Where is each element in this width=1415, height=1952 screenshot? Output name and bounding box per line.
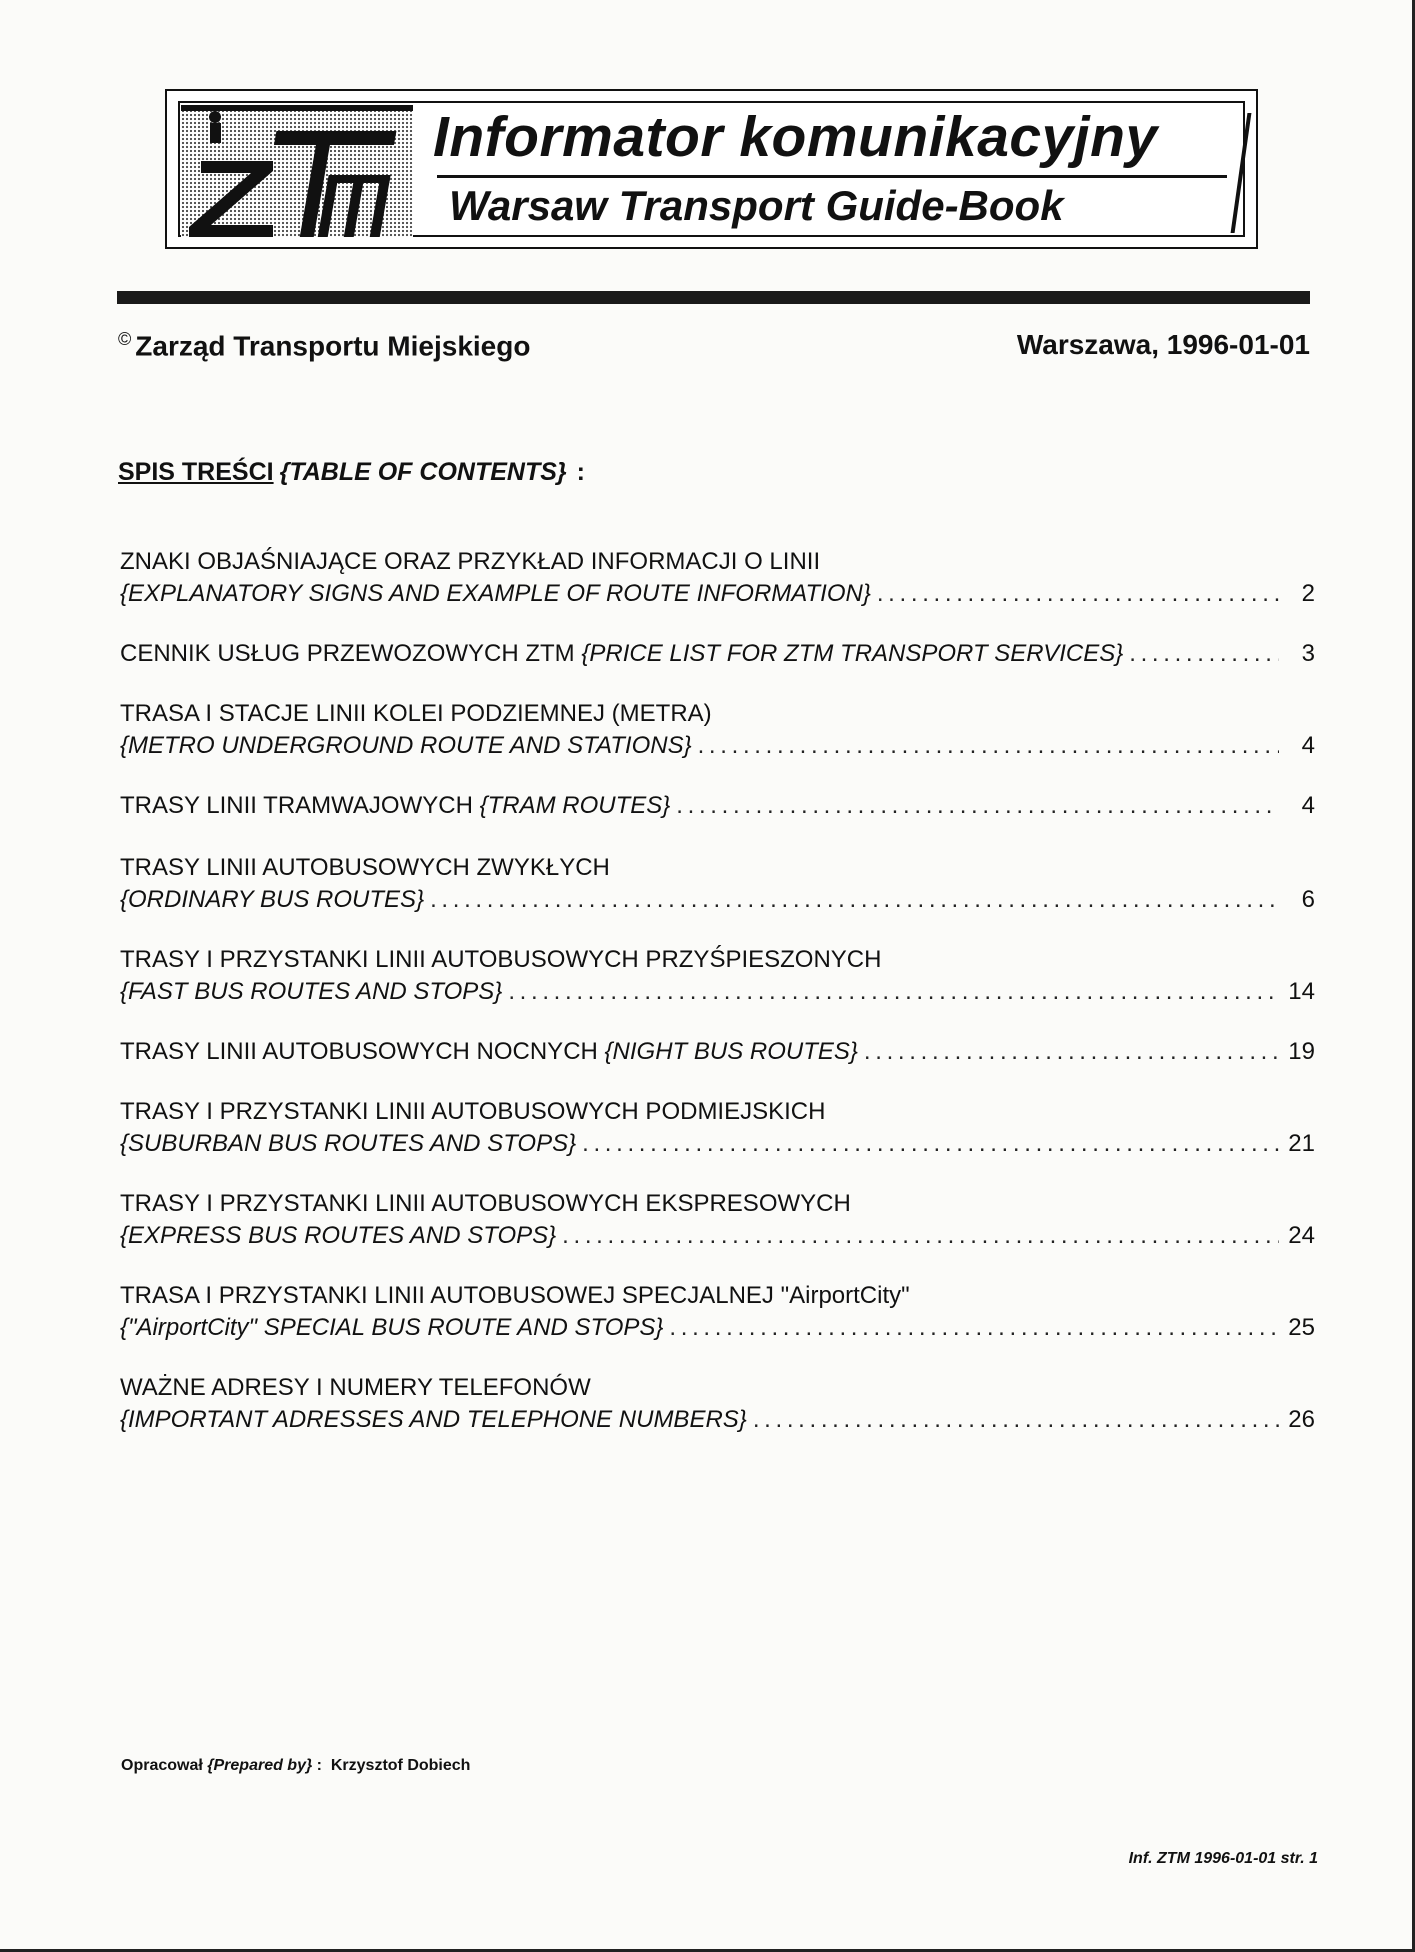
toc-leader-dots [753,1404,1279,1436]
title-divider [1231,113,1252,233]
toc-line [120,976,1315,1008]
toc-title-pl: TRASY LINII AUTOBUSOWYCH ZWYKŁYCH [120,854,610,881]
toc-line [120,944,1315,976]
place-date: Warszawa, 1996-01-01 [1016,329,1310,360]
toc-page-number: 26 [1288,1406,1315,1433]
toc-entry [120,1188,1315,1252]
toc-title-pl: TRASY I PRZYSTANKI LINII AUTOBUSOWYCH PRZYŚPIESZONYCH [120,946,882,973]
toc-line [120,638,1315,670]
toc-line [120,1128,1315,1160]
toc-title-en: {SUBURBAN BUS ROUTES AND STOPS} [120,1130,577,1157]
toc-text [120,976,502,1008]
prepared-colon: : [316,1757,322,1774]
toc-line [120,1372,1315,1404]
toc-title-en: {METRO UNDERGROUND ROUTE AND STATIONS} [120,732,692,759]
toc-page-number: 14 [1288,978,1315,1005]
toc-text [120,944,881,976]
toc-page-number: 3 [1301,640,1315,667]
toc-title-pl: ZNAKI OBJAŚNIAJĄCE ORAZ PRZYKŁAD INFORMACJI O LINII [120,548,821,575]
toc-page-number: 4 [1301,792,1315,819]
toc-line [120,698,1315,730]
toc-line [120,1096,1315,1128]
toc-page-number: 24 [1288,1222,1315,1249]
toc-line [120,1036,1315,1068]
toc-title-pl: TRASY I PRZYSTANKI LINII AUTOBUSOWYCH PODMIEJSKICH [120,1098,826,1125]
toc-title-en: {NIGHT BUS ROUTES} [604,1038,858,1065]
toc-page-number: 4 [1301,732,1315,759]
toc-leader-dots [430,884,1279,916]
toc-line [120,1188,1315,1220]
toc-entry [120,1036,1315,1068]
toc-line [120,790,1315,822]
toc-title-pl: TRASY I PRZYSTANKI LINII AUTOBUSOWYCH EKSPRESOWYCH [120,1190,851,1217]
toc-leader-dots [676,790,1279,822]
toc-entry [120,852,1315,916]
toc-title-pl: TRASY LINII AUTOBUSOWYCH NOCNYCH [120,1038,598,1065]
toc-text [120,1188,851,1220]
toc-leader-dots [698,730,1279,762]
title-subtitle: Warsaw Transport Guide-Book [449,182,1064,229]
toc-line [120,852,1315,884]
toc-text [120,578,871,610]
toc-entry [120,546,1315,610]
prepared-label-en: {Prepared by} [207,1757,313,1774]
title-box [421,105,1255,237]
title-rule [437,175,1227,178]
toc-leader-dots [582,1128,1279,1160]
toc-leader-dots [508,976,1279,1008]
toc-entry [120,1280,1315,1344]
toc-leader-dots [864,1036,1279,1068]
toc-text [120,1096,825,1128]
toc-text [120,698,712,730]
toc-text [120,546,820,578]
toc-title-en: {PRICE LIST FOR ZTM TRANSPORT SERVICES} [581,640,1124,667]
toc-page-number: 6 [1301,886,1315,913]
toc-page-number: 19 [1288,1038,1315,1065]
toc-text [120,1280,910,1312]
toc-title-en: {EXPRESS BUS ROUTES AND STOPS} [120,1222,557,1249]
toc-title-en: {IMPORTANT ADRESSES AND TELEPHONE NUMBERS} [120,1406,747,1433]
toc-page-number: 25 [1288,1314,1315,1341]
toc-entry [120,944,1315,1008]
toc-text [120,852,610,884]
toc-text [120,1220,556,1252]
toc-heading-colon: : [576,458,585,486]
toc-text [120,1036,858,1068]
toc-title-pl: TRASA I PRZYSTANKI LINII AUTOBUSOWEJ SPECJALNEJ "AirportCity" [120,1282,910,1309]
thick-divider [117,291,1310,304]
toc-entry [120,638,1315,670]
toc-line [120,578,1315,610]
toc-page-number: 21 [1288,1130,1315,1157]
toc-line [120,1404,1315,1436]
toc-line [120,1220,1315,1252]
toc-entry [120,1096,1315,1160]
toc-text [120,884,424,916]
toc-title-pl: TRASA I STACJE LINII KOLEI PODZIEMNEJ (METRA) [120,700,712,727]
toc-heading [118,458,585,487]
toc-text [120,1372,591,1404]
ztm-logo-icon [181,105,413,237]
prepared-by [121,1757,470,1775]
toc-line [120,546,1315,578]
toc-line [120,1280,1315,1312]
toc-title-en: {FAST BUS ROUTES AND STOPS} [120,978,503,1005]
toc-title-en: {"AirportCity" SPECIAL BUS ROUTE AND STOPS} [120,1314,664,1341]
toc-title-pl: TRASY LINII TRAMWAJOWYCH [120,792,473,819]
toc-leader-dots [1129,638,1279,670]
toc-text [120,1404,747,1436]
toc-line [120,884,1315,916]
toc-title-en: {TRAM ROUTES} [479,792,671,819]
toc-text [120,638,1123,670]
prepared-name: Krzysztof Dobiech [330,1757,471,1774]
header-banner [165,89,1258,249]
toc-leader-dots [877,578,1279,610]
organization-name: Zarząd Transportu Miejskiego [135,330,531,362]
toc-text [120,1128,576,1160]
table-of-contents [120,546,1315,1436]
toc-leader-dots [669,1312,1279,1344]
toc-title-en: {EXPLANATORY SIGNS AND EXAMPLE OF ROUTE INFORMATION} [120,580,871,607]
toc-text [120,1312,663,1344]
toc-heading-en: {TABLE OF CONTENTS} [279,458,567,486]
toc-title-pl: WAŻNE ADRESY I NUMERY TELEFONÓW [120,1374,591,1401]
toc-leader-dots [562,1220,1279,1252]
toc-text [120,790,670,822]
toc-title-pl: CENNIK USŁUG PRZEWOZOWYCH ZTM [120,640,575,667]
toc-text [120,730,692,762]
toc-heading-pl: SPIS TREŚCI [118,458,274,486]
toc-title-en: {ORDINARY BUS ROUTES} [120,886,425,913]
prepared-label: Opracował [121,1757,203,1774]
toc-entry [120,698,1315,762]
title-main: Informator komunikacyjny [433,105,1158,169]
toc-entry [120,1372,1315,1436]
toc-line [120,1312,1315,1344]
toc-page-number: 2 [1301,580,1315,607]
toc-line [120,730,1315,762]
copyright-symbol: © [118,329,132,349]
footer-reference: Inf. ZTM 1996-01-01 str. 1 [1128,1850,1318,1867]
toc-entry [120,790,1315,822]
organization-line [118,329,530,362]
